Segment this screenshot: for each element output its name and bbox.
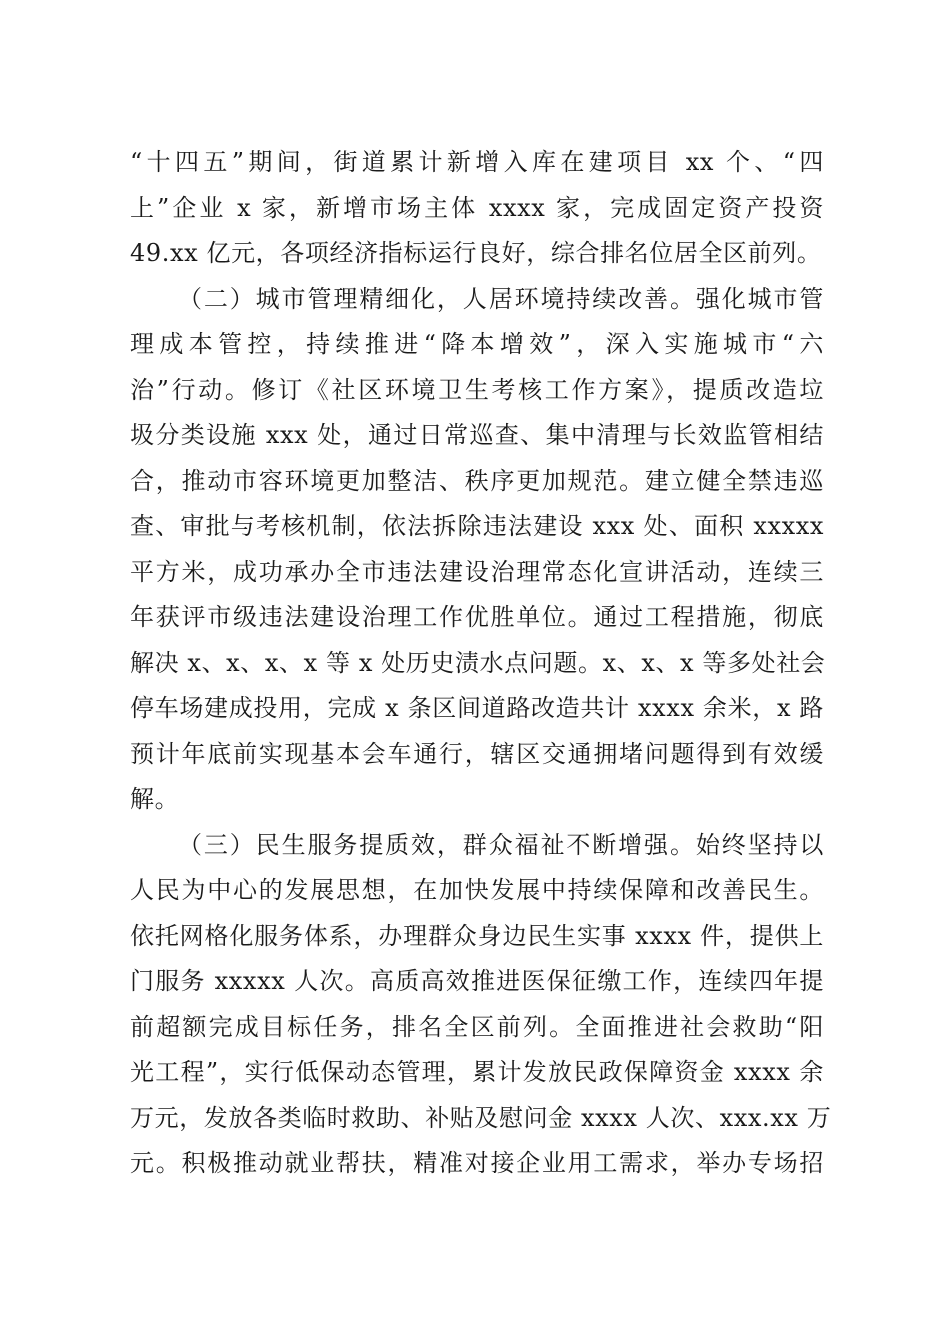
text-line: 预计年底前实现基本会车通行，辖区交通拥堵问题得到有效缓 — [130, 739, 824, 768]
paragraph-urban-management — [130, 277, 824, 823]
text-line: 依托网格化服务体系，办理群众身边民生实事 xxxx 件，提供上 — [130, 921, 824, 950]
text-line: 前超额完成目标任务，排名全区前列。全面推进社会救助“阳 — [130, 1012, 824, 1041]
text-line: 元。积极推动就业帮扶，精准对接企业用工需求，举办专场招 — [130, 1149, 824, 1177]
text-line: 解决 x、x、x、x 等 x 处历史渍水点问题。x、x、x 等多处社会 — [130, 648, 826, 677]
text-line: 合，推动市容环境更加整洁、秩序更加规范。建立健全禁违巡 — [130, 466, 824, 495]
text-line: 平方米，成功承办全市违法建设治理常态化宣讲活动，连续三 — [130, 557, 824, 586]
text-line: 圾分类设施 xxx 处，通过日常巡查、集中清理与长效监管相结 — [130, 421, 824, 449]
text-line: 万元，发放各类临时救助、补贴及慰问金 xxxx 人次、xxx.xx 万 — [130, 1103, 832, 1132]
text-line: 上”企业 x 家，新增市场主体 xxxx 家，完成固定资产投资 — [130, 193, 824, 222]
document-body — [130, 140, 832, 1187]
text-line-heading: （三）民生服务提质效，群众福祉不断增强。始终坚持以 — [178, 830, 824, 859]
text-line: 停车场建成投用，完成 x 条区间道路改造共计 xxxx 余米，x 路 — [130, 694, 824, 722]
text-line: 人民为中心的发展思想，在加快发展中持续保障和改善民生。 — [130, 876, 824, 904]
text-line: 解。 — [130, 785, 180, 813]
text-line: 治”行动。修订《社区环境卫生考核工作方案》，提质改造垃 — [130, 375, 824, 404]
text-line: “十四五”期间，街道累计新增入库在建项目 xx 个、“四 — [130, 148, 824, 176]
text-line: 门服务 xxxxx 人次。高质高效推进医保征缴工作，连续四年提 — [130, 967, 824, 995]
text-line: 光工程”，实行低保动态管理，累计发放民政保障资金 xxxx 余 — [130, 1058, 824, 1086]
text-line: 49.xx 亿元，各项经济指标运行良好，综合排名位居全区前列。 — [130, 239, 822, 267]
paragraph-economy-summary — [130, 140, 824, 277]
text-line-heading: （二）城市管理精细化，人居环境持续改善。强化城市管 — [178, 284, 824, 313]
paragraph-livelihood-services — [130, 823, 832, 1187]
text-line: 理成本管控，持续推进“降本增效”，深入实施城市“六 — [130, 330, 824, 358]
text-line: 年获评市级违法建设治理工作优胜单位。通过工程措施，彻底 — [130, 603, 824, 631]
text-line: 查、审批与考核机制，依法拆除违法建设 xxx 处、面积 xxxxx — [130, 512, 824, 540]
